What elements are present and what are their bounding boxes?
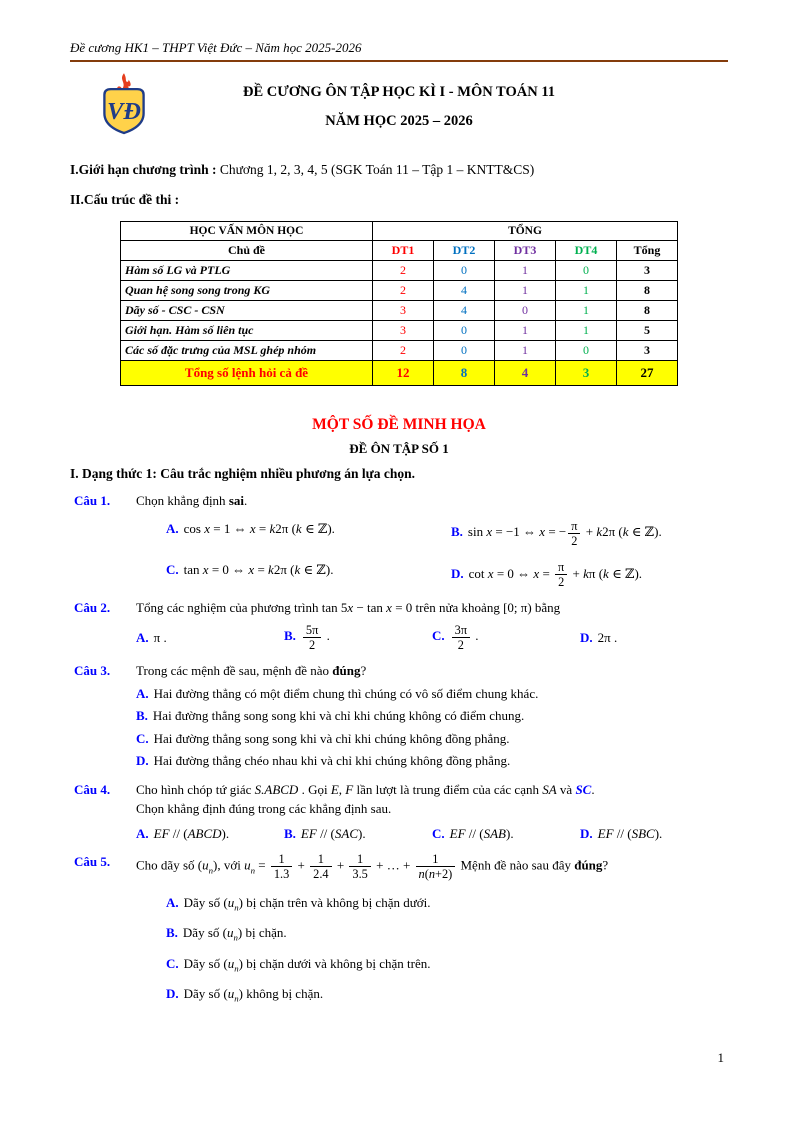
option-label: C.: [166, 561, 179, 577]
fraction-denominator: 1.3: [273, 867, 290, 882]
fraction-numerator: 1: [416, 852, 456, 867]
question-stem: Trong các mệnh đề sau, mệnh đề nào đúng?: [136, 663, 367, 679]
value-cell: 3: [617, 261, 678, 281]
answer-option: [136, 628, 284, 648]
option-text: tan x = 0 ⇔ x = k2π (k ∈ ℤ).: [183, 561, 334, 577]
value-cell: 3: [617, 341, 678, 361]
column-header-topic: Chủ đề: [121, 241, 373, 261]
answer-option: [136, 684, 728, 704]
column-header-dt3: DT3: [495, 241, 556, 261]
total-label: Tổng số lệnh hỏi cả đề: [121, 361, 373, 386]
answer-option: [166, 923, 728, 943]
value-cell: 0: [556, 261, 617, 281]
option-label: D.: [580, 825, 593, 841]
header-text: Đề cương HK1 – THPT Việt Đức – Năm học 2025-2026: [70, 40, 362, 55]
fraction: [271, 852, 292, 881]
option-label: C.: [166, 955, 179, 971]
value-cell: 0: [556, 341, 617, 361]
answer-option: [136, 729, 728, 749]
document-title: ĐỀ CƯƠNG ÔN TẬP HỌC KÌ I - MÔN TOÁN 11: [242, 84, 556, 100]
value-cell: 0: [434, 321, 495, 341]
value-cell: 4: [434, 281, 495, 301]
answer-option: [166, 954, 728, 974]
option-text: EF // (SAC).: [300, 825, 366, 841]
fraction-denominator: n(n+2): [418, 867, 453, 882]
table-header-cell: HỌC VẤN MÔN HỌC: [121, 222, 373, 241]
fraction: [310, 852, 331, 881]
table-header-row: [121, 222, 678, 241]
question-label: Câu 1.: [74, 493, 111, 508]
question: [70, 598, 728, 652]
value-cell: 0: [434, 261, 495, 281]
value-cell: 3: [373, 301, 434, 321]
option-label: A.: [166, 894, 179, 910]
question-body: [136, 852, 728, 1003]
question-body: [136, 598, 728, 652]
fraction-numerator: 1: [349, 852, 370, 867]
fraction: [452, 623, 470, 652]
option-label: B.: [284, 628, 296, 644]
topic-cell: Quan hệ song song trong KG: [121, 281, 373, 301]
option-text: Hai đường thẳng chéo nhau khi và chỉ khi chúng không đồng phẳng.: [153, 753, 511, 769]
fraction-numerator: π: [568, 519, 580, 534]
sample-exams-title: MỘT SỐ ĐỀ MINH HỌA: [312, 416, 486, 433]
option-text: sin x = −1 ⇔ x = − $\frac{\pi}{2}$ + k2π (k ∈ ℤ).: [467, 518, 662, 548]
option-label: A.: [136, 685, 149, 701]
answer-option: [451, 560, 728, 589]
options: [136, 519, 728, 590]
question-stem: Chọn khẳng định sai.: [136, 493, 248, 508]
value-cell: 1: [495, 261, 556, 281]
option-label: A.: [136, 825, 149, 841]
options: [136, 684, 728, 771]
option-text: Hai đường thẳng có một điểm chung thì chúng có vô số điểm chung khác.: [153, 685, 539, 701]
total-value-dt2: 8: [434, 361, 495, 386]
total-value-dt3: 4: [495, 361, 556, 386]
option-text: Hai đường thẳng song song khi và chỉ khi chúng không có điểm chung.: [152, 708, 525, 724]
answer-option: [166, 560, 451, 589]
value-cell: 2: [373, 281, 434, 301]
option-text: π .: [153, 629, 167, 645]
column-header-total: Tổng: [617, 241, 678, 261]
answer-option: [166, 893, 728, 913]
question: [70, 780, 728, 844]
value-cell: 4: [434, 301, 495, 321]
document-header: [70, 40, 728, 62]
fraction-numerator: π: [555, 560, 567, 575]
total-value-overall: 27: [617, 361, 678, 386]
answer-option: [580, 628, 728, 648]
value-cell: 0: [495, 301, 556, 321]
fraction-denominator: 3.5: [352, 867, 368, 882]
answer-option: [136, 706, 728, 726]
option-text: Dãy số $(u_n)$ bị chặn trên và không bị chặn dưới.: [183, 894, 431, 913]
answer-option: [580, 824, 728, 844]
title-text-block: [70, 76, 728, 130]
value-cell: 1: [495, 341, 556, 361]
option-text: 2π .: [597, 629, 618, 645]
column-header-dt1: DT1: [373, 241, 434, 261]
fraction: [568, 519, 580, 548]
question-label: Câu 3.: [74, 663, 111, 679]
option-label: C.: [136, 730, 149, 746]
option-text: EF // (SBC).: [597, 825, 663, 841]
value-cell: 3: [373, 321, 434, 341]
document-subtitle: NĂM HỌC 2025 – 2026: [325, 113, 473, 129]
value-cell: 5: [617, 321, 678, 341]
options: [136, 623, 728, 652]
scope-section: [70, 162, 728, 178]
fraction-numerator: 1: [271, 852, 292, 867]
structure-label: II.Cấu trúc đề thi :: [70, 192, 180, 207]
question: [70, 491, 728, 589]
value-cell: 1: [495, 281, 556, 301]
question-label: Câu 5.: [74, 854, 111, 870]
question-stem: Cho hình chóp tứ giác S.ABCD . Gọi E, F lần lượt là trung điểm của các cạnh SA và SC. Chọn khẳng định đúng trong các khẳng định sau.: [136, 781, 595, 817]
column-header-dt2: DT2: [434, 241, 495, 261]
question-body: [136, 491, 728, 589]
option-text: EF // (ABCD).: [153, 825, 230, 841]
total-value-dt1: 12: [373, 361, 434, 386]
fraction-denominator: 2: [457, 637, 464, 652]
value-cell: 2: [373, 261, 434, 281]
fraction: [349, 852, 370, 881]
option-text: Dãy số $(u_n)$ bị chặn.: [182, 925, 287, 943]
svg-text:VĐ: VĐ: [107, 98, 141, 125]
option-label: C.: [432, 825, 445, 841]
option-text: EF // (SAB).: [449, 825, 514, 841]
option-text: Dãy số $(u_n)$ bị chặn dưới và không bị chặn trên.: [183, 955, 431, 974]
question-body: [136, 780, 728, 844]
column-header-dt4: DT4: [556, 241, 617, 261]
title-block: [70, 76, 728, 148]
option-label: B.: [166, 925, 178, 940]
topic-cell: Hàm số LG và PTLG: [121, 261, 373, 281]
value-cell: 1: [556, 281, 617, 301]
option-text: cos x = 1 ⇔ x = k2π (k ∈ ℤ).: [183, 520, 335, 536]
answer-option: [284, 623, 432, 652]
value-cell: 8: [617, 301, 678, 321]
option-label: D.: [166, 986, 179, 1001]
scope-text: Chương 1, 2, 3, 4, 5 (SGK Toán 11 – Tập 1 – KNTT&CS): [219, 162, 535, 177]
page-number: 1: [717, 1050, 724, 1065]
fraction-numerator: 3π: [452, 623, 470, 638]
total-value-dt4: 3: [556, 361, 617, 386]
option-label: B.: [136, 708, 148, 724]
value-cell: 1: [556, 301, 617, 321]
value-cell: 8: [617, 281, 678, 301]
topic-cell: Dãy số - CSC - CSN: [121, 301, 373, 321]
question-label: Câu 4.: [74, 781, 111, 797]
fraction-numerator: 5π: [303, 623, 321, 638]
option-label: D.: [451, 565, 464, 581]
answer-option: [432, 824, 580, 844]
answer-option: [166, 519, 451, 548]
option-label: B.: [284, 825, 296, 841]
fraction: [416, 852, 456, 881]
value-cell: 1: [495, 321, 556, 341]
option-label: D.: [580, 629, 593, 645]
fraction-numerator: 1: [310, 852, 331, 867]
answer-option: [451, 519, 728, 548]
table-subheader-row: [121, 241, 678, 261]
option-label: C.: [432, 628, 445, 644]
structure-section: [70, 192, 728, 208]
option-label: B.: [451, 524, 463, 540]
answer-option: [136, 751, 728, 771]
table-total-row: [121, 361, 678, 386]
table-row: [121, 321, 678, 341]
school-logo-icon: [96, 72, 152, 138]
answer-option: [432, 623, 580, 652]
value-cell: 1: [556, 321, 617, 341]
table-row: [121, 341, 678, 361]
option-text: cot x = 0 ⇔ x = $\frac{\pi}{2}$ + kπ (k ∈ ℤ).: [468, 559, 643, 590]
question-label: Câu 2.: [74, 600, 111, 616]
option-text: Dãy số $(u_n)$ không bị chặn.: [183, 986, 324, 1004]
fraction-denominator: 2: [571, 533, 578, 548]
answer-option: [136, 824, 284, 844]
fraction: [555, 560, 567, 589]
question: [70, 661, 728, 771]
topic-cell: Giới hạn. Hàm số liên tục: [121, 321, 373, 341]
options: [136, 893, 728, 1004]
table-header-cell: TỔNG: [373, 222, 678, 241]
option-text: Hai đường thẳng song song khi và chỉ khi chúng không đồng phẳng.: [153, 730, 510, 746]
fraction-denominator: 2: [558, 575, 565, 590]
table-row: [121, 261, 678, 281]
question-stem: Cho dãy số $(u_n)$, với $u_n$ = $\frac{1}{1.3}$ + $\frac{1}{2.4}$ + $\frac{1}{3.5}$ + … + $\frac{1}{n(n+2)}$ Mệnh đề nào sau đây đúng?: [136, 852, 609, 882]
question-stem: Tổng các nghiệm của phương trình tan 5x − tan x = 0 trên nửa khoảng [0; π) bằng: [136, 600, 561, 616]
option-label: D.: [136, 753, 149, 769]
value-cell: 0: [434, 341, 495, 361]
option-label: A.: [166, 520, 179, 536]
practice-exam-title: ĐỀ ÔN TẬP SỐ 1: [349, 441, 449, 456]
options: [136, 824, 728, 844]
option-label: A.: [136, 629, 149, 645]
table-row: [121, 301, 678, 321]
answer-option: [166, 984, 728, 1004]
scope-label: I.Giới hạn chương trình :: [70, 162, 217, 177]
table-body: [121, 261, 678, 361]
option-text: $\frac{3\pi}{2}$ .: [450, 628, 479, 643]
answer-option: [284, 824, 432, 844]
question: [70, 852, 728, 1003]
option-text: $\frac{5\pi}{2}$ .: [301, 628, 330, 643]
exam-structure-table: [120, 221, 678, 386]
fraction-denominator: 2.4: [313, 867, 329, 882]
questions-section: [70, 491, 728, 1004]
fraction-denominator: 2: [309, 637, 316, 652]
part-1-heading: I. Dạng thức 1: Câu trắc nghiệm nhiều phương án lựa chọn.: [70, 466, 415, 481]
value-cell: 2: [373, 341, 434, 361]
topic-cell: Các số đặc trưng của MSL ghép nhóm: [121, 341, 373, 361]
table-row: [121, 281, 678, 301]
fraction: [303, 623, 321, 652]
question-body: [136, 661, 728, 771]
